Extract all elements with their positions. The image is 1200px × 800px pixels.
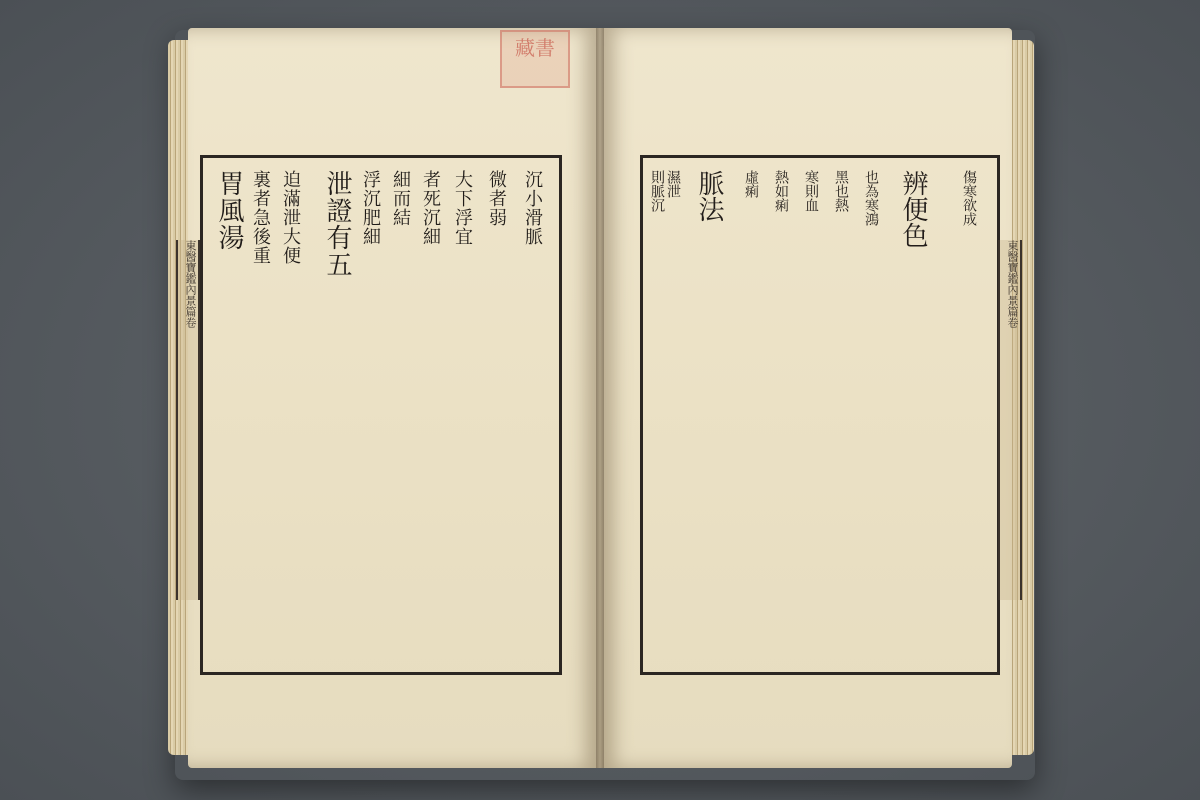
left-text-column: 沉小滑脈 <box>522 170 543 246</box>
left-text-column: 微者弱 <box>486 170 507 227</box>
book-gutter <box>596 28 604 768</box>
left-text-column: 大下浮宜 <box>452 170 473 246</box>
left-text-column: 迫滿泄大便 <box>280 170 301 265</box>
right-heading-column: 辨便色 <box>898 170 928 248</box>
right-text-column: 濕泄 <box>665 170 681 198</box>
left-fold-margin: 東醫寶鑑內景篇卷 <box>176 240 200 600</box>
right-fold-margin: 東醫寶鑑內景篇卷 <box>998 240 1022 600</box>
right-text-column: 黑也熱 <box>833 170 849 212</box>
left-heading-column: 泄證有五 <box>322 170 352 278</box>
right-text-column: 寒則血 <box>803 170 819 212</box>
left-prescription-column: 胃風湯 <box>214 170 244 251</box>
right-text-column: 熱如痢 <box>773 170 789 212</box>
left-text-column: 裏者急後重 <box>250 170 271 265</box>
right-pulse-heading: 脈法 <box>694 170 724 222</box>
right-text-column: 虛痢 <box>743 170 759 198</box>
library-seal: 藏書 <box>500 30 570 88</box>
right-text-column: 則脈沉 <box>649 170 665 212</box>
right-text-column: 傷寒欲成 <box>961 170 977 226</box>
left-text-column: 浮沉肥細 <box>360 170 381 246</box>
right-text-frame <box>640 155 1000 675</box>
left-text-column: 者死沉細 <box>420 170 441 246</box>
right-text-column: 也為寒鴻 <box>863 170 879 226</box>
left-text-column: 細而結 <box>390 170 411 227</box>
